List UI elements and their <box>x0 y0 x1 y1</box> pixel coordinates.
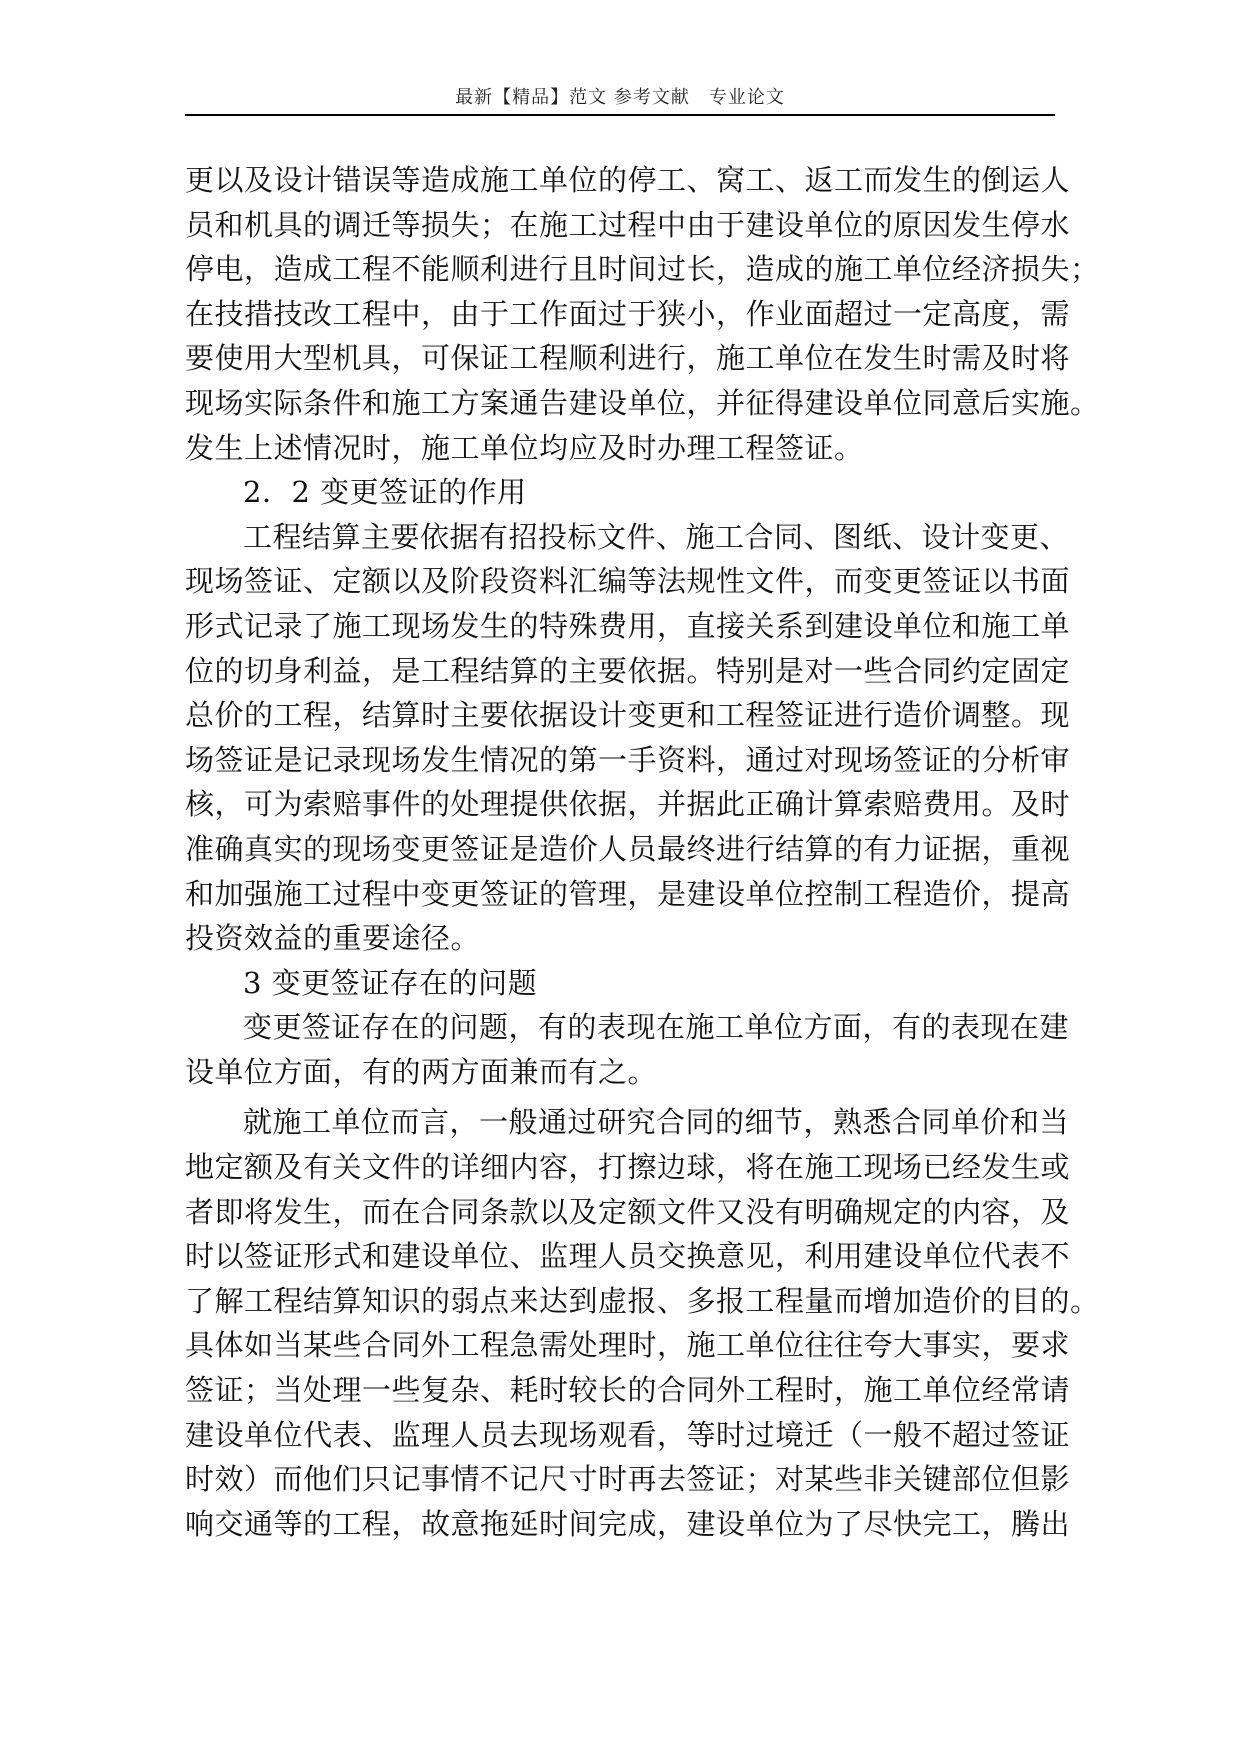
body-line: 变更签证存在的问题，有的表现在施工单位方面，有的表现在建 <box>243 1010 1070 1045</box>
body-line: 在技措技改工程中，由于工作面过于狭小，作业面超过一定高度，需 <box>185 296 1071 331</box>
body-line: 场签证是记录现场发生情况的第一手资料，通过对现场签证的分析审 <box>185 742 1071 777</box>
body-line: 位的切身利益，是工程结算的主要依据。特别是对一些合同约定固定 <box>185 653 1071 688</box>
document-body <box>185 158 1100 1546</box>
body-line: 工程结算主要依据有招投标文件、施工合同、图纸、设计变更、 <box>243 519 1070 554</box>
body-line: 员和机具的调迁等损失；在施工过程中由于建设单位的原因发生停水 <box>185 207 1071 242</box>
body-line: 更以及设计错误等造成施工单位的停工、窝工、返工而发生的倒运人 <box>185 163 1071 197</box>
section-heading: 2．2 变更签证的作用 <box>243 475 527 510</box>
body-line: 现场签证、定额以及阶段资料汇编等法规性文件，而变更签证以书面 <box>185 564 1071 599</box>
body-line: 形式记录了施工现场发生的特殊费用，直接关系到建设单位和施工单 <box>185 608 1071 643</box>
section-heading: 3 变更签证存在的问题 <box>243 965 538 1000</box>
body-line: 建设单位代表、监理人员去现场观看，等时过境迁（一般不超过签证 <box>185 1417 1071 1452</box>
body-line: 了解工程结算知识的弱点来达到虚报、多报工程量而增加造价的目的。 <box>185 1283 1100 1318</box>
body-line: 发生上述情况时，施工单位均应及时办理工程签证。 <box>185 430 864 465</box>
body-line: 核，可为索赔事件的处理提供依据，并据此正确计算索赔费用。及时 <box>185 787 1071 822</box>
body-line: 签证；当处理一些复杂、耗时较长的合同外工程时，施工单位经常请 <box>185 1373 1071 1408</box>
header-divider <box>185 114 1055 116</box>
body-line: 停电，造成工程不能顺利进行且时间过长，造成的施工单位经济损失； <box>185 252 1100 287</box>
body-line: 准确真实的现场变更签证是造价人员最终进行结算的有力证据，重视 <box>185 831 1071 866</box>
body-line: 总价的工程，结算时主要依据设计变更和工程签证进行造价调整。现 <box>185 698 1071 733</box>
body-line: 投资效益的重要途径。 <box>185 921 481 956</box>
body-line: 设单位方面，有的两方面兼而有之。 <box>185 1054 658 1089</box>
body-line: 具体如当某些合同外工程急需处理时，施工单位往往夸大事实，要求 <box>185 1328 1071 1363</box>
body-line: 响交通等的工程，故意拖延时间完成，建设单位为了尽快完工，腾出 <box>185 1506 1071 1541</box>
body-line: 地定额及有关文件的详细内容，打擦边球，将在施工现场已经发生或 <box>185 1150 1071 1185</box>
page-header: 最新【精品】范文 参考文献 专业论文 <box>455 87 785 108</box>
body-line: 就施工单位而言，一般通过研究合同的细节，熟悉合同单价和当 <box>243 1105 1070 1140</box>
body-line: 现场实际条件和施工方案通告建设单位，并征得建设单位同意后实施。 <box>185 385 1100 420</box>
body-line: 和加强施工过程中变更签证的管理，是建设单位控制工程造价，提高 <box>185 876 1071 911</box>
body-line: 者即将发生，而在合同条款以及定额文件又没有明确规定的内容，及 <box>185 1194 1071 1229</box>
body-line: 时以签证形式和建设单位、监理人员交换意见，利用建设单位代表不 <box>185 1239 1071 1274</box>
body-line: 时效）而他们只记事情不记尺寸时再去签证；对某些非关键部位但影 <box>185 1462 1071 1497</box>
body-line: 要使用大型机具，可保证工程顺利进行，施工单位在发生时需及时将 <box>185 341 1071 376</box>
